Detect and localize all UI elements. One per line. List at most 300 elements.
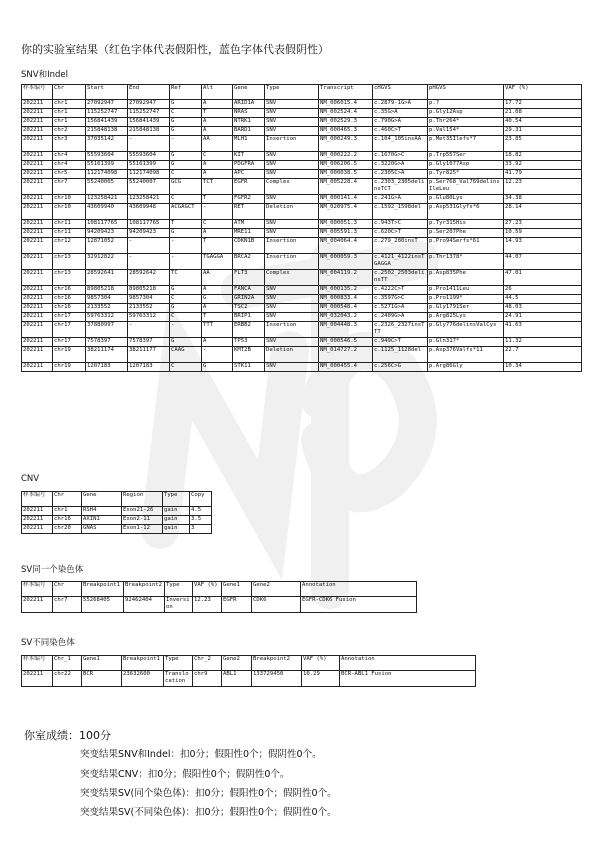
table-cell: chr19	[53, 347, 86, 363]
table-cell: p.Gly1791Ser	[428, 304, 504, 313]
table-cell: -	[128, 254, 170, 270]
table-cell: G	[170, 118, 202, 127]
table-cell: p.Asp376Valfs*11	[428, 347, 504, 363]
column-header: Type	[163, 492, 190, 507]
column-header: Copy	[190, 492, 212, 507]
column-header: 样本编号	[22, 656, 53, 671]
table-cell: 202211	[22, 516, 53, 525]
table-cell: SNV	[265, 313, 319, 322]
table-row	[22, 671, 476, 687]
table-cell: 28592642	[128, 270, 170, 286]
table-cell: 202211	[22, 161, 53, 170]
table-cell: G	[170, 127, 202, 136]
table-cell: chr2	[53, 127, 86, 136]
table-cell: SNV	[265, 304, 319, 313]
table-row	[22, 363, 582, 372]
table-cell: 43609940	[86, 204, 128, 220]
table-cell: 202211	[22, 304, 53, 313]
table-cell: FANCA	[233, 286, 265, 295]
table-row	[22, 161, 582, 170]
table-cell: SNV	[265, 229, 319, 238]
column-header: Chr_1	[53, 656, 82, 671]
table-cell: chr17	[53, 338, 86, 347]
table-row	[22, 118, 582, 127]
table-cell: SNV	[265, 220, 319, 229]
table-cell: 27092947	[128, 100, 170, 109]
table-cell: 37035142	[86, 136, 128, 152]
table-cell: C	[170, 295, 202, 304]
table-cell: chr12	[53, 238, 86, 254]
column-header: 样本编号	[22, 85, 53, 100]
table-cell: gain	[163, 516, 190, 525]
table-cell: 3	[190, 525, 212, 534]
table-cell: 11.32	[504, 338, 582, 347]
table-cell: NM_000548.4	[319, 304, 373, 313]
table-cell: NTRK1	[233, 118, 265, 127]
table-cell: KMT2B	[233, 347, 265, 363]
sv-same-heading: SV同一个染色体	[21, 565, 84, 575]
table-cell: 24.91	[504, 313, 582, 322]
table-header-row	[22, 656, 476, 671]
table-cell: 9857304	[86, 295, 128, 304]
table-cell: T	[202, 313, 233, 322]
table-cell: 202211	[22, 525, 53, 534]
table-cell: G	[170, 338, 202, 347]
table-cell: 202211	[22, 238, 53, 254]
table-row	[22, 100, 582, 109]
table-cell: 202211	[22, 347, 53, 363]
table-cell: c.279_280insT	[373, 238, 428, 254]
table-cell: 202211	[22, 363, 53, 372]
table-cell: 7578397	[128, 338, 170, 347]
table-cell: NM_000135.2	[319, 286, 373, 295]
table-cell: 21.08	[504, 109, 582, 118]
table-cell: Insertion	[265, 322, 319, 338]
sv-diff-heading: SV不同染色体	[21, 638, 75, 648]
table-cell: SNV	[265, 109, 319, 118]
table-cell: 55240005	[86, 179, 128, 195]
table-cell: 215848138	[86, 127, 128, 136]
table-row	[22, 127, 582, 136]
table-cell: p.Pro1411Leu	[428, 286, 504, 295]
table-cell: 112174098	[86, 170, 128, 179]
table-cell: chr1	[53, 118, 86, 127]
report-title: 你的实验室结果（红色字体代表假阳性，蓝色字体代表假阴性）	[21, 43, 329, 56]
table-cell: c.2326_2327insTTT	[373, 322, 428, 338]
table-row	[22, 152, 582, 161]
table-cell: NM_004064.4	[319, 238, 373, 254]
table-cell: G	[170, 100, 202, 109]
table-cell: 108117765	[86, 220, 128, 229]
table-cell: C	[202, 152, 233, 161]
table-cell: A	[202, 229, 233, 238]
table-cell: p.Pro94Serfs*61	[428, 238, 504, 254]
table-cell: G	[170, 152, 202, 161]
table-cell: c.1670G>C	[373, 152, 428, 161]
table-cell: 215848138	[128, 127, 170, 136]
table-header-row	[22, 85, 582, 100]
table-cell: EGFR-CDK6 Fusion	[301, 597, 417, 613]
score-label: 你室成绩：100分	[24, 729, 111, 742]
table-cell: NM_000141.4	[319, 195, 373, 204]
table-cell: SNV	[265, 363, 319, 372]
table-row	[22, 597, 417, 613]
column-header: Type	[165, 582, 193, 597]
table-cell: G	[170, 304, 202, 313]
table-cell: 202211	[22, 322, 53, 338]
table-cell: 47.01	[504, 270, 582, 286]
table-cell: 55161399	[128, 161, 170, 170]
table-cell: chr1	[53, 507, 82, 516]
table-cell: BRIP1	[233, 313, 265, 322]
table-cell: FGFR2	[233, 195, 265, 204]
table-cell: 202211	[22, 195, 53, 204]
table-cell: NM_032043.2	[319, 313, 373, 322]
column-header: Breakpoint1	[122, 656, 164, 671]
table-cell: SNV	[265, 152, 319, 161]
table-cell: PDGFRA	[233, 161, 265, 170]
table-cell: TGAGGA	[202, 254, 233, 270]
table-cell: c.4121_4122insTGAGGA	[373, 254, 428, 270]
snv-table	[21, 84, 582, 372]
table-cell: chr16	[53, 516, 82, 525]
table-cell: 44.07	[504, 254, 582, 270]
table-cell: c.256C>G	[373, 363, 428, 372]
table-cell: C	[170, 195, 202, 204]
table-cell: NM_000059.3	[319, 254, 373, 270]
table-cell: NM_006206.5	[319, 161, 373, 170]
table-cell: -	[128, 136, 170, 152]
table-cell: chr20	[53, 525, 82, 534]
table-cell: p.Arg86Gly	[428, 363, 504, 372]
table-cell: 55593604	[86, 152, 128, 161]
table-cell: ERBB2	[233, 322, 265, 338]
table-cell: ACGAGCT	[170, 204, 202, 220]
table-cell: 7578397	[86, 338, 128, 347]
score-line-snv: 突变结果SNV和Indel：扣0分；假阳性0个；假阴性0个。	[80, 749, 322, 760]
table-cell: TSC2	[233, 304, 265, 313]
table-cell: APC	[233, 170, 265, 179]
table-cell: SNV	[265, 286, 319, 295]
table-cell: 55593604	[128, 152, 170, 161]
table-cell: p.Thr1378*	[428, 254, 504, 270]
table-cell: c.4222C>T	[373, 286, 428, 295]
table-cell: c.460C>T	[373, 127, 428, 136]
column-header: 样本编号	[22, 492, 53, 507]
table-cell: GRIN2A	[233, 295, 265, 304]
table-cell: T	[202, 238, 233, 254]
table-cell: A	[202, 127, 233, 136]
table-cell: 27.23	[504, 220, 582, 229]
table-row	[22, 229, 582, 238]
table-cell: 17.72	[504, 100, 582, 109]
table-cell: gain	[163, 507, 190, 516]
table-row	[22, 220, 582, 229]
table-cell: -	[170, 238, 202, 254]
table-cell: A	[202, 338, 233, 347]
table-cell: 202211	[22, 109, 53, 118]
table-cell: TC	[170, 270, 202, 286]
table-cell: -	[128, 238, 170, 254]
table-cell: chr11	[53, 220, 86, 229]
table-cell: 55240007	[128, 179, 170, 195]
table-row	[22, 338, 582, 347]
table-cell: A	[202, 100, 233, 109]
table-cell: 23632600	[122, 671, 164, 687]
table-cell: NRAS	[233, 109, 265, 118]
table-cell: T	[202, 195, 233, 204]
table-cell: G	[202, 295, 233, 304]
table-cell: 29.31	[504, 127, 582, 136]
table-cell: p.Arg825Lys	[428, 313, 504, 322]
table-cell: c.1125_1128del	[373, 347, 428, 363]
table-cell: Insertion	[265, 136, 319, 152]
table-cell: 202211	[22, 220, 53, 229]
table-cell: 92462404	[124, 597, 165, 613]
table-cell: G	[170, 229, 202, 238]
table-cell: C	[170, 109, 202, 118]
table-cell: 18.82	[504, 152, 582, 161]
table-cell: EGFR	[222, 597, 252, 613]
table-cell: chr3	[53, 136, 86, 152]
column-header: Type	[265, 85, 319, 100]
column-header: VAF (%)	[504, 85, 582, 100]
table-cell: chr17	[53, 313, 86, 322]
table-cell: NM_005591.3	[319, 229, 373, 238]
table-cell: chr16	[53, 304, 86, 313]
column-header: Chr_2	[193, 656, 222, 671]
table-cell: A	[202, 118, 233, 127]
table-row	[22, 254, 582, 270]
column-header: Gene	[82, 492, 122, 507]
table-cell: c.2305C>A	[373, 170, 428, 179]
table-cell: chr10	[53, 204, 86, 220]
table-cell: 10.34	[504, 363, 582, 372]
table-cell: 202211	[22, 229, 53, 238]
table-row	[22, 313, 582, 322]
table-cell: SNV	[265, 127, 319, 136]
column-header: Transcript	[319, 85, 373, 100]
table-cell: 202211	[22, 254, 53, 270]
table-cell: c.943T>C	[373, 220, 428, 229]
table-cell: C	[170, 170, 202, 179]
table-cell: Deletion	[265, 204, 319, 220]
table-cell: 41.79	[504, 170, 582, 179]
table-cell: 12.23	[193, 597, 222, 613]
table-cell: ATM	[233, 220, 265, 229]
table-row	[22, 195, 582, 204]
table-cell: EGFR	[233, 179, 265, 195]
table-cell: 12.23	[504, 179, 582, 195]
column-header: pHGVS	[428, 85, 504, 100]
table-cell: G	[202, 363, 233, 372]
table-cell: GNAS	[82, 525, 122, 534]
table-cell: -	[170, 322, 202, 338]
column-header: Gene2	[222, 656, 252, 671]
table-cell: chr5	[53, 170, 86, 179]
column-header: VAF (%)	[302, 656, 340, 671]
table-cell: Exon1-12	[122, 525, 163, 534]
table-cell: TCT	[202, 179, 233, 195]
table-cell: SNV	[265, 170, 319, 179]
table-cell: SNV	[265, 161, 319, 170]
table-cell: 28.14	[504, 204, 582, 220]
table-cell: TP53	[233, 338, 265, 347]
table-row	[22, 204, 582, 220]
table-cell: Complex	[265, 179, 319, 195]
table-cell: 27092947	[86, 100, 128, 109]
table-cell: 123258421	[128, 195, 170, 204]
table-cell: gain	[163, 525, 190, 534]
table-cell: chr11	[53, 229, 86, 238]
table-row	[22, 179, 582, 195]
table-header-row	[22, 492, 212, 507]
table-cell: 22.7	[504, 347, 582, 363]
table-cell: c.5271G>A	[373, 304, 428, 313]
table-cell: 202211	[22, 295, 53, 304]
table-cell: p.Tyr825*	[428, 170, 504, 179]
table-cell: chr1	[53, 100, 86, 109]
table-cell: G	[170, 161, 202, 170]
table-cell: c.3597G>C	[373, 295, 428, 304]
score-line-sv-diff: 突变结果SV(不同染色体)：扣0分；假阳性0个；假阴性0个。	[80, 807, 337, 818]
table-cell: chr9	[193, 671, 222, 687]
table-cell: 202211	[22, 313, 53, 322]
table-cell: chr13	[53, 270, 86, 286]
table-cell: 44.5	[504, 295, 582, 304]
table-cell: 40.54	[504, 118, 582, 127]
table-cell: 89805218	[128, 286, 170, 295]
table-cell: MLH1	[233, 136, 265, 152]
table-cell: MRE11	[233, 229, 265, 238]
table-row	[22, 238, 582, 254]
score-line-sv-same: 突变结果SV(同个染色体)：扣0分；假阳性0个；假阴性0个。	[80, 788, 337, 799]
table-cell: 94209423	[128, 229, 170, 238]
table-cell: chr13	[53, 254, 86, 270]
table-cell: 115252747	[128, 109, 170, 118]
table-row	[22, 295, 582, 304]
table-cell: AXIN1	[82, 516, 122, 525]
table-cell: 202211	[22, 170, 53, 179]
table-cell: 12871052	[86, 238, 128, 254]
table-cell: TTT	[202, 322, 233, 338]
table-cell: 115252747	[86, 109, 128, 118]
table-cell: SNV	[265, 295, 319, 304]
table-row	[22, 270, 582, 286]
table-cell: 43609948	[128, 204, 170, 220]
table-row	[22, 347, 582, 363]
table-cell: 156841439	[128, 118, 170, 127]
table-cell: p.Glu80Lys	[428, 195, 504, 204]
table-cell: c.2409G>A	[373, 313, 428, 322]
table-cell: 34.38	[504, 195, 582, 204]
table-cell: Exon2-11	[122, 516, 163, 525]
table-cell: NM_000038.5	[319, 170, 373, 179]
table-cell: NM_000546.5	[319, 338, 373, 347]
table-cell: CDKN1B	[233, 238, 265, 254]
table-cell: NM_000833.4	[319, 295, 373, 304]
table-cell: 1207183	[128, 363, 170, 372]
snv-heading: SNV和Indel	[21, 70, 68, 80]
table-cell: chr19	[53, 363, 86, 372]
table-cell: RSH4	[82, 507, 122, 516]
table-cell: ARID1A	[233, 100, 265, 109]
table-cell: SNV	[265, 100, 319, 109]
table-cell: c.2879-1G>A	[373, 100, 428, 109]
table-cell: -	[128, 322, 170, 338]
table-cell: NM_020975.4	[319, 204, 373, 220]
table-cell: Complex	[265, 270, 319, 286]
table-cell: 55268405	[82, 597, 124, 613]
cnv-heading: CNV	[21, 474, 40, 484]
table-cell: p.Gly12Asp	[428, 109, 504, 118]
table-cell: chr1	[53, 109, 86, 118]
table-cell: chr16	[53, 286, 86, 295]
table-cell: T	[202, 109, 233, 118]
table-cell: p.Gly1077Asp	[428, 161, 504, 170]
table-cell: chr16	[53, 295, 86, 304]
table-cell: chr4	[53, 152, 86, 161]
table-cell: chr17	[53, 322, 86, 338]
table-cell: 37880997	[86, 322, 128, 338]
table-cell: A	[202, 304, 233, 313]
table-row	[22, 507, 212, 516]
table-cell: CAAG	[170, 347, 202, 363]
table-cell: C	[170, 313, 202, 322]
table-cell: 202211	[22, 597, 53, 613]
table-cell: chr7	[53, 597, 82, 613]
table-cell: 32912822	[86, 254, 128, 270]
table-cell: 38211177	[128, 347, 170, 363]
table-cell: p.Gln317*	[428, 338, 504, 347]
table-cell: NM_000249.3	[319, 136, 373, 152]
table-cell: 10.59	[504, 229, 582, 238]
table-cell: G	[170, 286, 202, 295]
table-cell: c.35G>A	[373, 109, 428, 118]
column-header: Breakpoint2	[252, 656, 302, 671]
column-header: Alt	[202, 85, 233, 100]
table-cell: c.2502_2503delinsTT	[373, 270, 428, 286]
column-header: Breakpoint1	[82, 582, 124, 597]
table-cell: NM_000222.2	[319, 152, 373, 161]
table-row	[22, 322, 582, 338]
table-cell: 33.92	[504, 161, 582, 170]
table-cell: 108117765	[128, 220, 170, 229]
column-header: Gene	[233, 85, 265, 100]
table-cell: 156841439	[86, 118, 128, 127]
table-row	[22, 109, 582, 118]
table-cell: C	[202, 220, 233, 229]
table-cell: NM_000455.4	[319, 363, 373, 372]
table-cell: NM_005228.4	[319, 179, 373, 195]
table-cell: 14.93	[504, 238, 582, 254]
table-cell: ABL1	[222, 671, 252, 687]
table-cell: p.Ser768_Val769delinsIleLeu	[428, 179, 504, 195]
table-cell: NM_006015.4	[319, 100, 373, 109]
table-cell: chr10	[53, 195, 86, 204]
table-cell: p.Ser207Phe	[428, 229, 504, 238]
table-cell: Insertion	[265, 238, 319, 254]
column-header: Annotation	[301, 582, 417, 597]
table-cell: T	[170, 220, 202, 229]
table-cell: p.Asp531Glyfs*6	[428, 204, 504, 220]
table-cell: 23.85	[504, 136, 582, 152]
cnv-table	[21, 491, 212, 534]
table-cell: FLT3	[233, 270, 265, 286]
table-cell: NM_000051.3	[319, 220, 373, 229]
table-cell: NM_004448.3	[319, 322, 373, 338]
table-cell: p.Gly776delinsValCys	[428, 322, 504, 338]
